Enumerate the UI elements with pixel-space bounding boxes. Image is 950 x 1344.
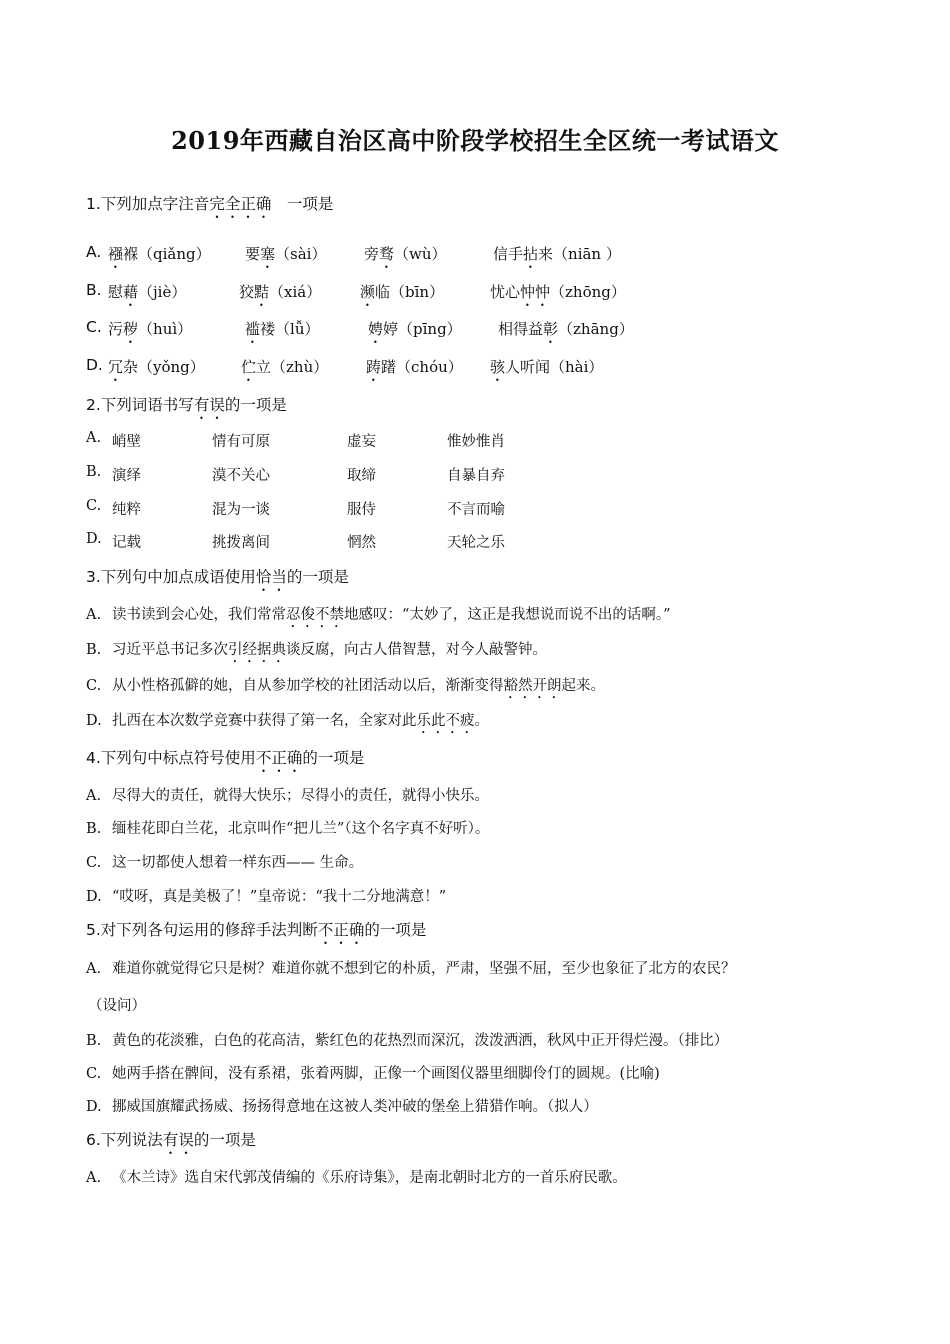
q1-option-a	[86, 243, 621, 263]
q4-option-d: D. “哎呀，真是美极了！”皇帝说：“我十二分地满意！”	[86, 889, 447, 905]
question-6-stem: 6.下列说法有误的一项是	[86, 1131, 256, 1149]
option-letter: A.	[86, 961, 102, 977]
q3-option-a: A. 读书读到会心处，我们常常忍俊不禁地感叹：“太妙了，这正是我想说而说不出的话啊。”	[86, 607, 671, 623]
emphasized-text: 有误	[162, 1131, 194, 1149]
option-letter: C.	[86, 855, 102, 871]
q6-option-a: A. 《木兰诗》选自宋代郭茂倩编的《乐府诗集》，是南北朝时北方的一首乐府民歌。	[86, 1170, 627, 1186]
question-number: 1.	[86, 195, 101, 213]
q1d-item-3: 踌躇（chóu）	[366, 358, 463, 376]
q2-option-c: C. 纯粹 混为一谈 服侍 不言而喻	[86, 498, 505, 518]
option-letter: D.	[86, 1099, 102, 1115]
q1-option-b	[86, 281, 626, 301]
q5-option-a-continuation: （设问）	[88, 998, 146, 1014]
question-number: 6.	[86, 1131, 101, 1149]
q1c-item-2: 褴褛（lǚ）	[245, 320, 320, 338]
option-letter: C.	[86, 498, 102, 514]
q1-option-d	[86, 356, 604, 376]
q1b-item-4: 忧心忡忡（zhōng）	[490, 283, 626, 301]
emphasized-text: 完全正确	[209, 195, 272, 213]
q1a-item-2: 要塞（sài）	[245, 245, 327, 263]
q3-option-b: B. 习近平总书记多次引经据典谈反腐，向古人借智慧，对今人敲警钟。	[86, 642, 547, 658]
q3-option-d: D. 扎西在本次数学竞赛中获得了第一名，全家对此乐此不疲。	[86, 713, 489, 729]
option-letter: A.	[86, 607, 102, 623]
option-letter: D.	[86, 356, 103, 374]
question-number: 2.	[86, 396, 101, 414]
q5-option-c: C. 她两手搭在髀间，没有系裙，张着两脚，正像一个画图仪器里细脚伶仃的圆规。(比喻)	[86, 1066, 660, 1082]
option-letter: B.	[86, 281, 102, 299]
q4-option-a: A. 尽得大的责任，就得大快乐；尽得小的责任，就得小快乐。	[86, 788, 489, 804]
exam-title: 2019年西藏自治区高中阶段学校招生全区统一考试语文	[171, 126, 779, 155]
q1b-item-1: 慰藉（jiè）	[108, 283, 187, 301]
emphasized-text: 不正确	[317, 921, 365, 939]
option-letter: D.	[86, 531, 102, 547]
option-letter: C.	[86, 1066, 102, 1082]
q1d-item-2: 伫立（zhù）	[241, 358, 329, 376]
question-5-stem: 5.对下列各句运用的修辞手法判断不正确的一项是	[86, 921, 427, 939]
option-letter: C.	[86, 318, 102, 336]
question-3-stem: 3.下列句中加点成语使用恰当的一项是	[86, 568, 349, 586]
q5-option-a: A. 难道你就觉得它只是树？难道你就不想到它的朴质，严肃，坚强不屈，至少也象征了北方的农民？	[86, 961, 736, 977]
q2-option-b: B. 演绎 漠不关心 取缔 自暴自弃	[86, 464, 505, 484]
q1a-item-1: 襁褓（qiǎng）	[108, 245, 211, 263]
q2-option-d: D. 记载 挑拨离间 惘然 天轮之乐	[86, 531, 505, 551]
q1a-item-4: 信手拈来（niān ）	[493, 245, 621, 263]
q1b-item-3: 濒临（bīn）	[360, 283, 445, 301]
q1d-item-4: 骇人听闻（hài）	[490, 358, 604, 376]
emphasized-text: 不正确	[255, 749, 303, 767]
q4-option-b: B. 缅桂花即白兰花，北京叫作“把儿兰”（这个名字真不好听）。	[86, 821, 490, 837]
question-number: 5.	[86, 921, 101, 939]
q1-option-c	[86, 318, 634, 338]
q1c-item-3: 娉婷（pīng）	[368, 320, 462, 338]
q2-option-a: A. 峭壁 情有可原 虚妄 惟妙惟肖	[86, 430, 505, 450]
q3-option-c: C. 从小性格孤僻的她，自从参加学校的社团活动以后，渐渐变得豁然开朗起来。	[86, 678, 605, 694]
question-2-stem: 2.下列词语书写有误的一项是	[86, 396, 287, 414]
q4-option-c: C. 这一切都使人想着一样东西—— 生命。	[86, 855, 364, 871]
option-letter: A.	[86, 243, 102, 261]
q1b-item-2: 狡黠（xiá）	[239, 283, 322, 301]
option-letter: D.	[86, 889, 102, 905]
question-number: 4.	[86, 749, 101, 767]
q1a-item-3: 旁骛（wù）	[364, 245, 447, 263]
q1c-item-1: 污秽（huì）	[108, 320, 193, 338]
q1d-item-1: 冗杂（yǒng）	[108, 358, 205, 376]
option-letter: B.	[86, 642, 102, 658]
question-number: 3.	[86, 568, 101, 586]
option-letter: C.	[86, 678, 102, 694]
question-1-stem: 1.下列加点字注音完全正确 一项是	[86, 195, 334, 213]
option-letter: A.	[86, 430, 102, 446]
q5-option-b: B. 黄色的花淡雅，白色的花高洁，紫红色的花热烈而深沉，泼泼洒洒，秋风中正开得烂漫。（排比）	[86, 1033, 729, 1049]
option-letter: D.	[86, 713, 102, 729]
option-letter: B.	[86, 464, 102, 480]
question-4-stem: 4.下列句中标点符号使用不正确的一项是	[86, 749, 365, 767]
option-letter: B.	[86, 1033, 102, 1049]
q5-option-d: D. 挪威国旗耀武扬威、扬扬得意地在这被人类冲破的堡垒上猎猎作响。（拟人）	[86, 1099, 598, 1115]
option-letter: B.	[86, 821, 102, 837]
q1c-item-4: 相得益彰（zhāng）	[498, 320, 634, 338]
emphasized-text: 有误	[193, 396, 225, 414]
option-letter: A.	[86, 788, 102, 804]
option-letter: A.	[86, 1170, 102, 1186]
emphasized-text: 恰当	[255, 568, 287, 586]
